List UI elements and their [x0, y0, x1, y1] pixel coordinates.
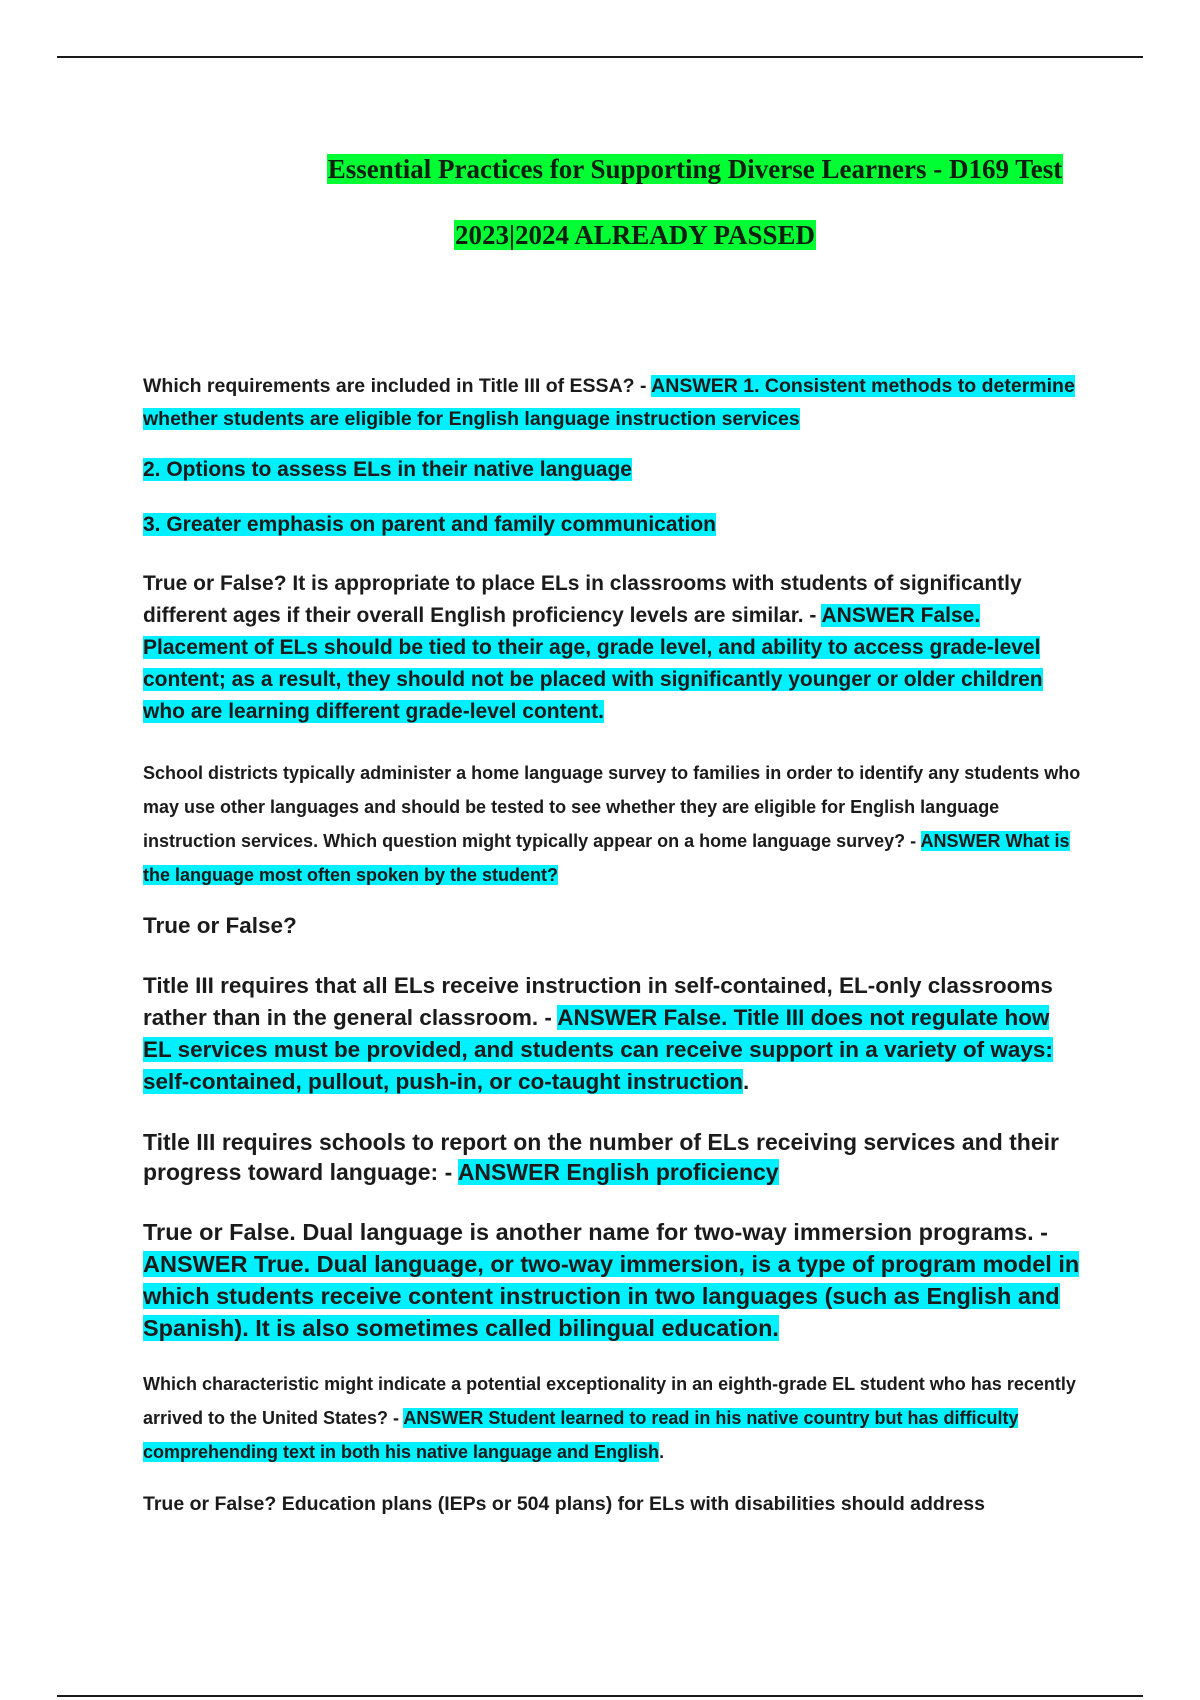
qa-item-exceptionality — [143, 1367, 1083, 1469]
question-text: Which characteristic might indicate a potential exceptionality in an eighth-grade EL student who has recently arrived to the United States? - — [143, 1374, 1076, 1428]
question-text: True or False? Education plans (IEPs or 504 plans) for ELs with disabilities should address — [143, 1493, 985, 1515]
qa-item-option-2 — [143, 454, 1083, 486]
answer-highlight: 2. Options to assess ELs in their native language — [143, 458, 632, 481]
answer-highlight: ANSWER Student learned to read in his native country but has difficulty comprehending text in both his native language and English — [143, 1408, 1019, 1462]
question-text: School districts typically administer a home language survey to families in order to identify any students who may use other languages and should be tested to see whether they are eligible for English language instruction services. Which question might typically appear on a home language survey? - — [143, 763, 1081, 851]
answer-highlight: ANSWER False. Placement of ELs should be tied to their age, grade level, and ability to access grade-level content; as a result, they should not be placed with significantly younger or older children who are learning different grade-level content. — [143, 604, 1043, 723]
trailing-period: . — [659, 1442, 665, 1462]
answer-highlight: ANSWER True. Dual language, or two-way immersion, is a type of program model in which students receive content instruction in two languages (such as English and Spanish). It is also sometimes called bilingual education. — [143, 1251, 1080, 1341]
question-text: Which requirements are included in Title III of ESSA? - — [143, 375, 652, 397]
qa-item-home-language-survey — [143, 756, 1083, 892]
qa-item-self-contained — [143, 970, 1083, 1098]
answer-highlight: ANSWER English proficiency — [457, 1159, 779, 1185]
top-rule — [57, 56, 1143, 58]
question-text: Title III requires schools to report on the number of ELs receiving services and their progress toward language: - — [143, 1129, 1059, 1185]
question-text: Title III requires that all ELs receive instruction in self-contained, EL-only classrooms rather than in the general classroom. - — [143, 973, 1053, 1030]
answer-highlight: ANSWER 1. Consistent methods to determine whether students are eligible for English language instruction services — [143, 375, 1075, 430]
document-title-line-2 — [0, 220, 1200, 251]
question-text: True or False. Dual language is another name for two-way immersion programs. - — [143, 1219, 1048, 1245]
qa-item-option-3 — [143, 509, 1083, 541]
bottom-rule — [57, 1695, 1143, 1697]
title-line-1-highlight: Essential Practices for Supporting Diverse Learners - D169 Test — [327, 154, 1063, 184]
question-text: True or False? — [143, 913, 297, 938]
trailing-period: . — [742, 1069, 750, 1094]
true-or-false-heading — [143, 910, 1083, 942]
title-line-2-highlight: 2023|2024 ALREADY PASSED — [455, 220, 815, 250]
qa-item-education-plans — [143, 1488, 1083, 1521]
qa-item-title-iii-requirements — [143, 370, 1083, 436]
answer-highlight: ANSWER What is the language most often spoken by the student? — [143, 831, 1070, 885]
answer-highlight: ANSWER False. Title III does not regulate how EL services must be provided, and students can receive support in a variety of ways: self-contained, pullout, push-in, or co-taught instruction — [143, 1005, 1053, 1094]
qa-item-dual-language — [143, 1216, 1083, 1344]
answer-highlight: 3. Greater emphasis on parent and family communication — [143, 513, 716, 536]
question-text: True or False? It is appropriate to place ELs in classrooms with students of significantly different ages if their overall English proficiency levels are similar. - — [143, 572, 1022, 627]
document-title-line-1 — [0, 154, 1200, 185]
qa-item-placement — [143, 568, 1083, 728]
qa-item-reporting — [143, 1127, 1083, 1187]
